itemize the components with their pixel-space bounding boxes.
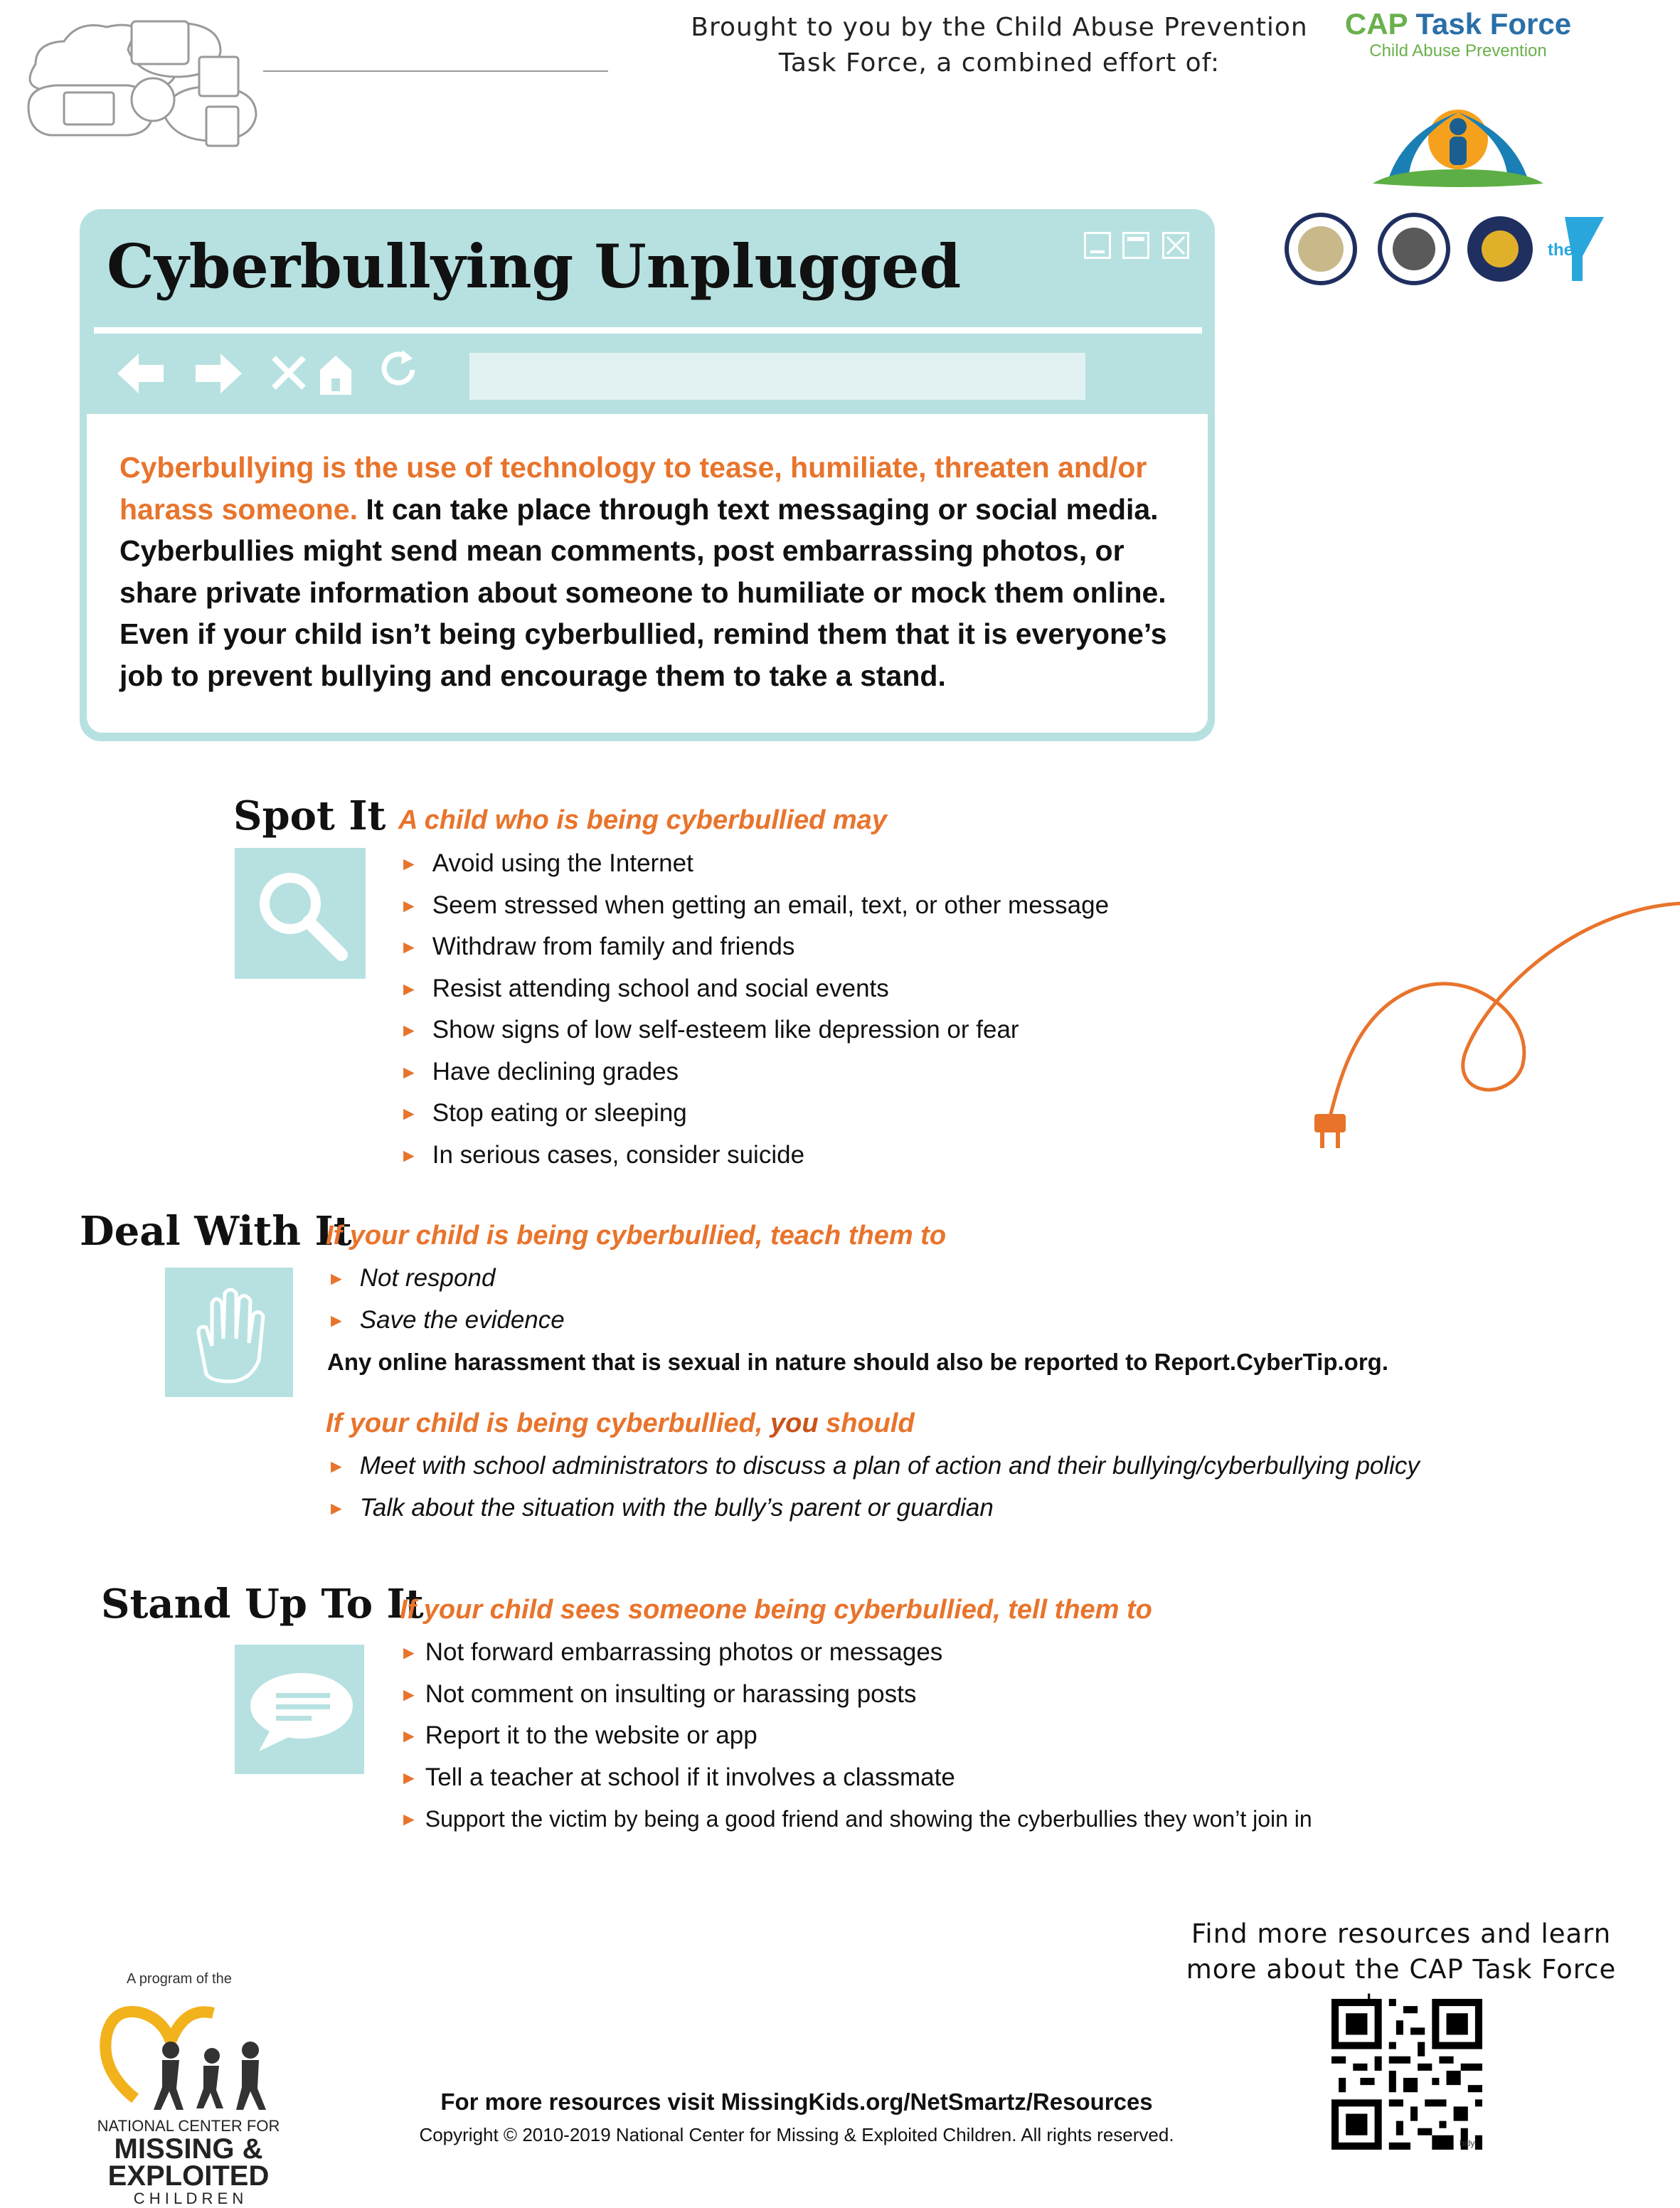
qr-caption: bitly [1460,2138,1475,2148]
ncmec-logo-figures [92,1992,285,2120]
speech-bubble-icon [235,1645,364,1774]
brought-line-1: Brought to you by the Child Abuse Prevention [691,13,1308,42]
list-item: ► Seem stressed when getting an email, text, or other message [400,891,1110,919]
ncmec-wordmark: NATIONAL CENTER FOR MISSING & EXPLOITED C H I L D R E N [97,2117,280,2207]
intro-paragraph [119,447,1186,696]
list-item: ► Have declining grades [400,1057,679,1086]
list-item: ► Not respond [327,1264,496,1292]
list-item: ► Not forward embarrassing photos or messages [400,1638,943,1666]
list-item: ► Tell a teacher at school if it involves a classmate [400,1763,955,1791]
stop-x-icon [274,358,304,388]
stand-up-list [400,1632,1312,1840]
deal-with-it-icon-box [165,1268,293,1397]
deal-with-it-list [327,1258,565,1341]
message-bubbles-illustration [21,7,612,156]
hand-icon [165,1268,293,1397]
home-icon [320,356,351,395]
brought-to-you-text [661,10,1337,81]
intro-highlight: Cyberbullying is the use of technology to tease, humiliate, threaten and/or harass someone. [119,451,1147,526]
close-icon [1162,232,1189,259]
intro-rest: It can take place through text messaging or social media. Cyberbullies might send mean comments, post embarrassing photos, or share private information about someone to humiliate or mock them online. Even if your child isn’t being cyberbullied, remind them that it is everyone’s job to prevent bullying and encourage them to take a stand. [119,492,1167,692]
list-item: ► Not comment on insulting or harassing posts [400,1679,917,1708]
stand-up-icon-box [235,1645,364,1774]
forward-arrow-icon [196,354,242,393]
list-item: ► Withdraw from family and friends [400,933,795,960]
cap-name: CAP [1344,7,1408,41]
window-divider [94,327,1202,334]
magnifier-icon [235,848,366,979]
cybertip-note: Any online harassment that is sexual in nature should also be reported to Report.CyberTip.org. [327,1349,1388,1375]
list-item: ► Avoid using the Internet [400,849,693,877]
browser-nav-icons [114,349,434,398]
find-more-text: Find more resources and learn more about the CAP Task Force [1186,1918,1617,1985]
address-bar [469,353,1085,400]
list-item: ► Report it to the website or app [400,1721,757,1749]
brought-line-2: Task Force, a combined effort of: [778,48,1221,78]
spot-it-icon-box [235,848,366,979]
program-of-text: A program of the [127,1971,232,1987]
cap-subtitle: Child Abuse Prevention [1369,41,1547,60]
list-item: ► Talk about the situation with the bully’s parent or guardian [327,1493,994,1522]
list-item: ► Save the evidence [327,1305,565,1334]
copyright-text: Copyright © 2010-2019 National Center for Missing & Exploited Children. All rights reserved. [419,2124,1174,2145]
resources-text: For more resources visit MissingKids.org/NetSmartz/Resources [440,2088,1153,2115]
deal-with-it-list-2 [327,1445,1420,1529]
cap-hands-logo [1359,77,1558,191]
power-cord-plug-illustration [1273,882,1680,1167]
list-item: ► Resist attending school and social events [400,974,889,1002]
list-item: ► In serious cases, consider suicide [400,1140,805,1169]
spot-it-heading: Spot It [233,792,386,839]
stand-up-heading: Stand Up To It [101,1581,424,1628]
list-item: ► Support the victim by being a good friend and showing the cyberbullies they won’t join in [400,1806,1312,1832]
page-title: Cyberbullying Unplugged [107,231,962,302]
refresh-icon [384,350,413,383]
stand-up-lead: If your child sees someone being cyberbullied, tell them to [400,1595,1152,1625]
deal-with-it-heading: Deal With It [80,1208,352,1255]
spot-it-lead: A child who is being cyberbullied may [398,805,887,835]
deal-with-it-lead-2: If your child is being cyberbullied, you should [326,1408,915,1438]
minimize-icon [1084,232,1111,259]
cap-task-force-label: Task Force [1415,7,1572,41]
list-item: ► Stop eating or sleeping [400,1099,687,1127]
deal-with-it-lead: If your child is being cyberbullied, teach them to [326,1221,947,1251]
list-item: ► Meet with school administrators to discuss a plan of action and their bullying/cyberbullying policy [327,1452,1420,1480]
qr-code[interactable] [1331,1999,1482,2150]
maximize-icon [1122,232,1149,259]
cap-task-force-title [1337,7,1579,41]
you-emphasis: you [770,1408,819,1438]
ymca-the-label: the [1548,240,1573,260]
spot-it-list [400,843,1109,1176]
back-arrow-icon [117,354,164,393]
partner-seals [1284,210,1625,288]
list-item: ► Show signs of low self-esteem like depression or fear [400,1016,1019,1044]
